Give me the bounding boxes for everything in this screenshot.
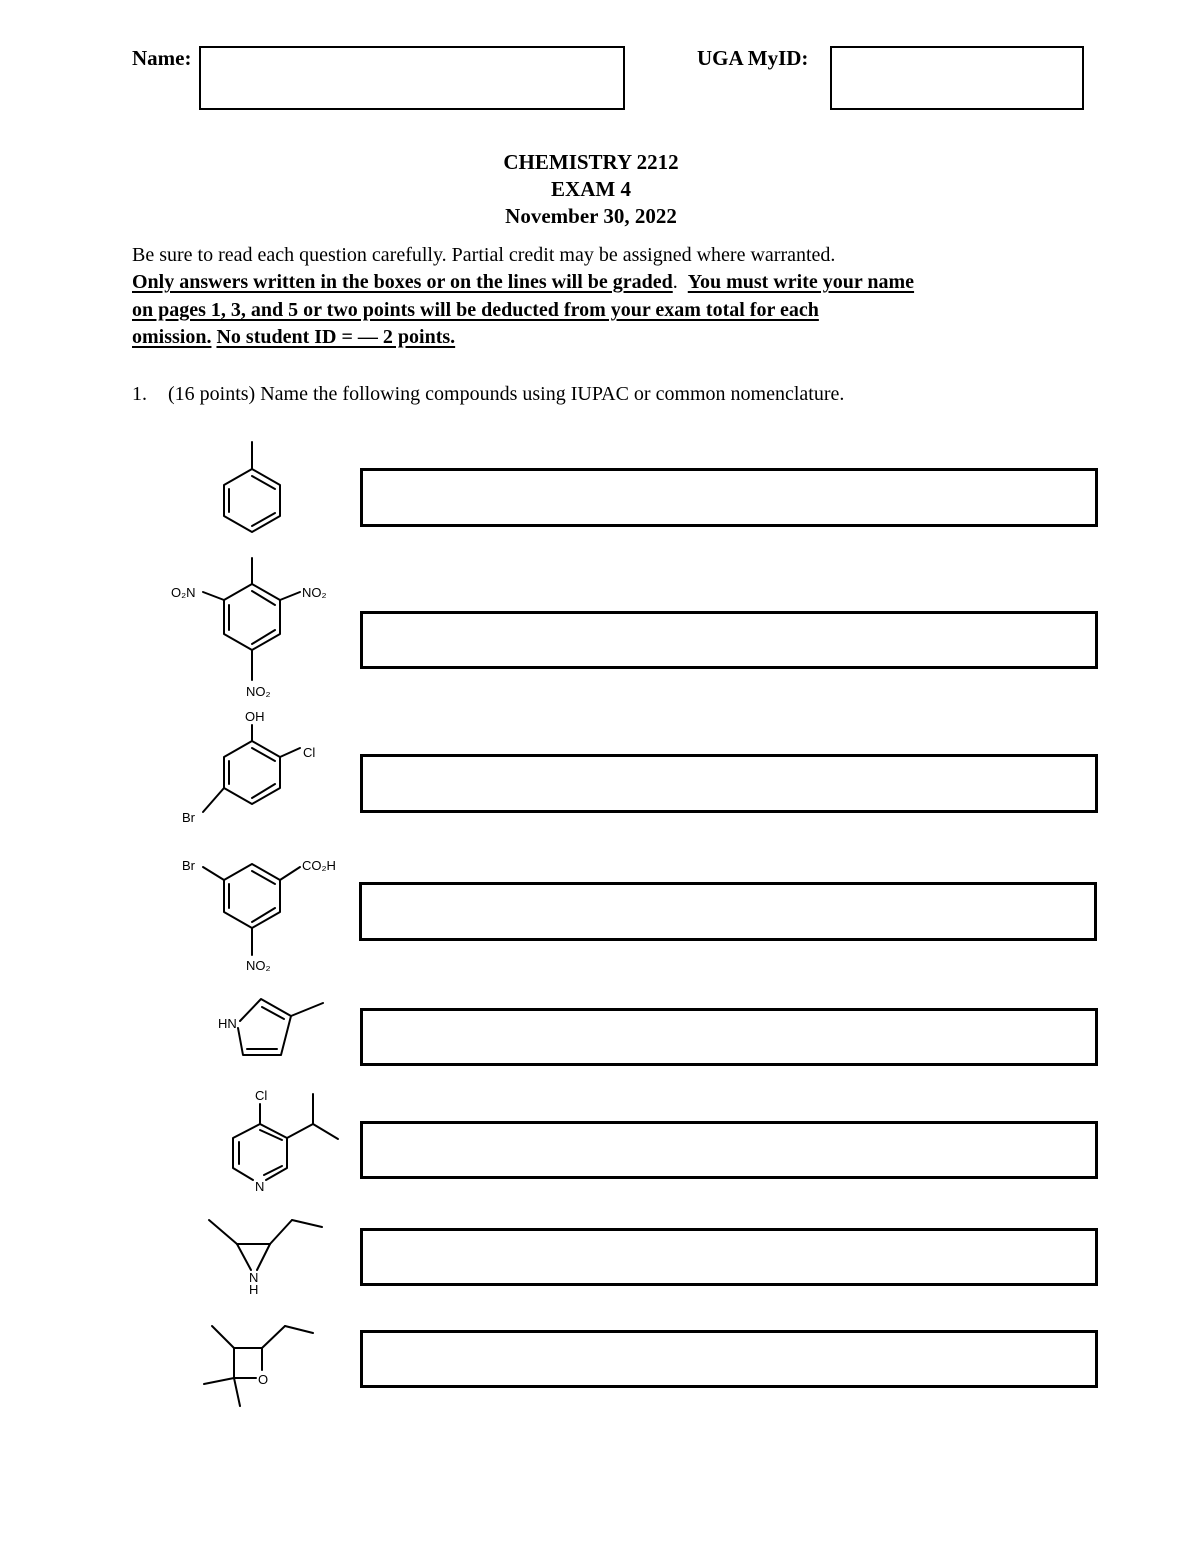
course-title: CHEMISTRY 2212	[503, 150, 679, 174]
student-id-penalty: No student ID = — 2 points.	[216, 326, 456, 348]
myid-label: UGA MyID:	[697, 46, 809, 70]
s3-top-label: OH	[245, 709, 265, 724]
s6-top-label: Cl	[255, 1088, 268, 1103]
answer-box-6[interactable]	[360, 1121, 1098, 1179]
omission-note: omission.	[132, 326, 212, 348]
name-requirement: You must write your name	[687, 271, 915, 293]
s4-right-label: CO₂H	[302, 858, 336, 873]
s4-bottom-label: NO₂	[246, 958, 271, 973]
answer-box-1[interactable]	[360, 468, 1098, 527]
instruction-separator: .	[672, 271, 688, 293]
s7-n-label: N	[249, 1270, 259, 1285]
name-field[interactable]	[199, 46, 625, 110]
instruction-line-1: Be sure to read each question carefully. Partial credit may be assigned where warranted.	[132, 244, 836, 266]
s8-o-label: O	[258, 1372, 269, 1387]
graded-note: Only answers written in the boxes or on the lines will be graded	[132, 271, 673, 293]
s3-right-label: Cl	[303, 745, 316, 760]
question-1-text: (16 points) Name the following compounds using IUPAC or common nomenclature.	[168, 383, 845, 405]
answer-box-5[interactable]	[360, 1008, 1098, 1066]
answer-box-4[interactable]	[359, 882, 1097, 941]
s6-n-label: N	[255, 1179, 265, 1194]
s7-h-label: H	[249, 1282, 259, 1297]
answer-box-8[interactable]	[360, 1330, 1098, 1388]
question-1-number: 1.	[132, 383, 147, 405]
myid-field[interactable]	[830, 46, 1084, 110]
s2-right-label: NO₂	[302, 585, 327, 600]
answer-box-7[interactable]	[360, 1228, 1098, 1286]
s2-left-label: O₂N	[171, 585, 196, 600]
s5-nh-label: HN	[218, 1016, 237, 1031]
s3-bottom-label: Br	[182, 810, 195, 825]
instruction-line-4	[132, 326, 455, 349]
s4-left-label: Br	[182, 858, 195, 873]
exam-title: EXAM 4	[551, 177, 631, 201]
s2-bottom-label: NO₂	[246, 684, 271, 699]
instruction-line-2	[132, 271, 914, 294]
exam-date: November 30, 2022	[505, 204, 677, 228]
answer-box-2[interactable]	[360, 611, 1098, 669]
answer-box-3[interactable]	[360, 754, 1098, 813]
instruction-line-3	[132, 299, 819, 322]
name-label: Name:	[132, 46, 192, 70]
pages-requirement: on pages 1, 3, and 5 or two points will be deducted from your exam total for each	[132, 299, 819, 321]
